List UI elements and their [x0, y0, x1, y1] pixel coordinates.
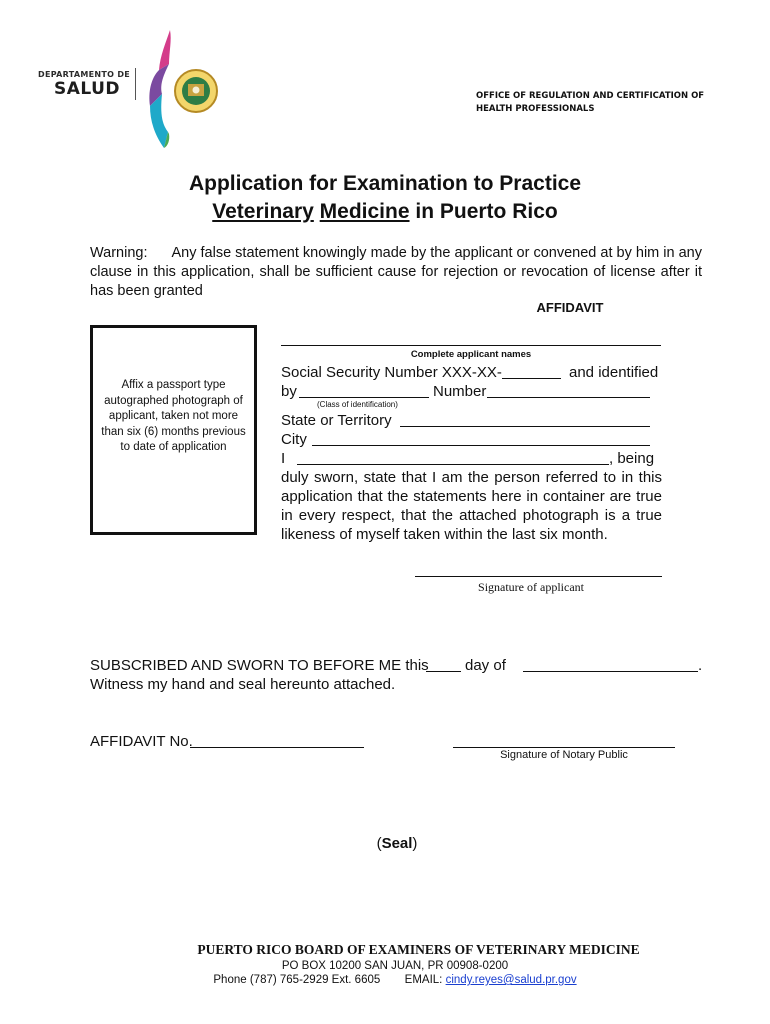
seal-close-paren: ) — [412, 835, 418, 852]
department-logo — [38, 28, 228, 150]
warning-label: Warning: — [90, 245, 148, 261]
by-label: by — [281, 383, 297, 400]
sworn-statement: duly sworn, state that I am the person referred to in this application that the statements here in container are true in every respect, that the attached photograph is a true likeness of myself taken within the last six month. — [281, 469, 662, 543]
ssn-field[interactable] — [502, 378, 561, 379]
number-label: Number — [433, 383, 487, 400]
identification-number-field[interactable] — [487, 397, 650, 398]
period: . — [698, 657, 703, 674]
witness-text: Witness my hand and seal hereunto attached. — [90, 676, 396, 693]
identified-label: and identified — [569, 364, 659, 381]
photo-box — [90, 325, 257, 535]
warning-text: Any false statement knowingly made by the applicant or convened at by him in any clause in this application, shall be sufficient cause for rejection or revocation of license after it has been granted — [90, 245, 702, 299]
office-heading — [476, 90, 706, 116]
subscribed-text: SUBSCRIBED AND SWORN TO BEFORE ME this — [90, 657, 429, 674]
title-line-1: Application for Examination to Practice — [188, 172, 582, 195]
i-label: I — [281, 450, 286, 467]
footer-contact — [0, 974, 770, 986]
state-field[interactable] — [400, 426, 650, 427]
state-label: State or Territory — [281, 412, 392, 429]
names-caption: Complete applicant names — [410, 349, 532, 360]
logo-salud-text: SALUD — [54, 79, 121, 99]
affidavit-no-field[interactable] — [190, 747, 364, 748]
notary-signature-caption: Signature of Notary Public — [500, 749, 628, 761]
applicant-signature-caption: Signature of applicant — [478, 580, 584, 594]
affidavit-no-label: AFFIDAVIT No. — [90, 733, 193, 750]
seal-word: Seal — [381, 835, 413, 852]
applicant-names-line[interactable] — [281, 345, 661, 346]
office-line-1: OFFICE OF REGULATION AND CERTIFICATION OF — [476, 91, 705, 101]
city-field[interactable] — [312, 445, 650, 446]
title-line-2 — [0, 198, 770, 226]
ssn-label: Social Security Number XXX-XX- — [281, 364, 502, 381]
notary-signature-line[interactable] — [453, 747, 675, 748]
day-field[interactable] — [426, 671, 461, 672]
footer-email-link[interactable]: cindy.reyes@salud.pr.gov — [445, 974, 577, 986]
affidavit-heading: AFFIDAVIT — [536, 300, 604, 315]
title-medicine: Medicine — [319, 200, 410, 223]
office-line-2: HEALTH PROFESSIONALS — [476, 104, 595, 114]
footer-address: PO BOX 10200 SAN JUAN, PR 00908-0200 — [281, 960, 509, 972]
board-name: PUERTO RICO BOARD OF EXAMINERS OF VETERINARY MEDICINE — [197, 942, 640, 957]
being-label: , being — [609, 450, 655, 467]
city-label: City — [281, 431, 307, 448]
logo-dept-text: DEPARTAMENTO DE — [38, 70, 131, 79]
page-title — [0, 170, 770, 226]
seal-open-paren: ( — [376, 835, 382, 852]
title-veterinary: Veterinary — [212, 200, 314, 223]
photo-instructions: Affix a passport type autographed photograph of applicant, taken not more than six (6) months previous to date of application — [101, 379, 246, 453]
footer-email-label: EMAIL: — [404, 974, 443, 986]
title-puerto-rico: in Puerto Rico — [415, 200, 558, 223]
warning-paragraph — [90, 244, 702, 301]
logo-divider — [135, 68, 136, 100]
applicant-name-field[interactable] — [297, 464, 609, 465]
seal-label — [0, 834, 770, 853]
applicant-signature-line[interactable] — [415, 576, 662, 577]
class-of-identification-field[interactable] — [299, 397, 429, 398]
footer-phone: Phone (787) 765-2929 Ext. 6605 — [213, 974, 381, 986]
month-year-field[interactable] — [523, 671, 698, 672]
class-caption: (Class of identification) — [317, 400, 398, 409]
day-of-label: day of — [465, 657, 506, 674]
